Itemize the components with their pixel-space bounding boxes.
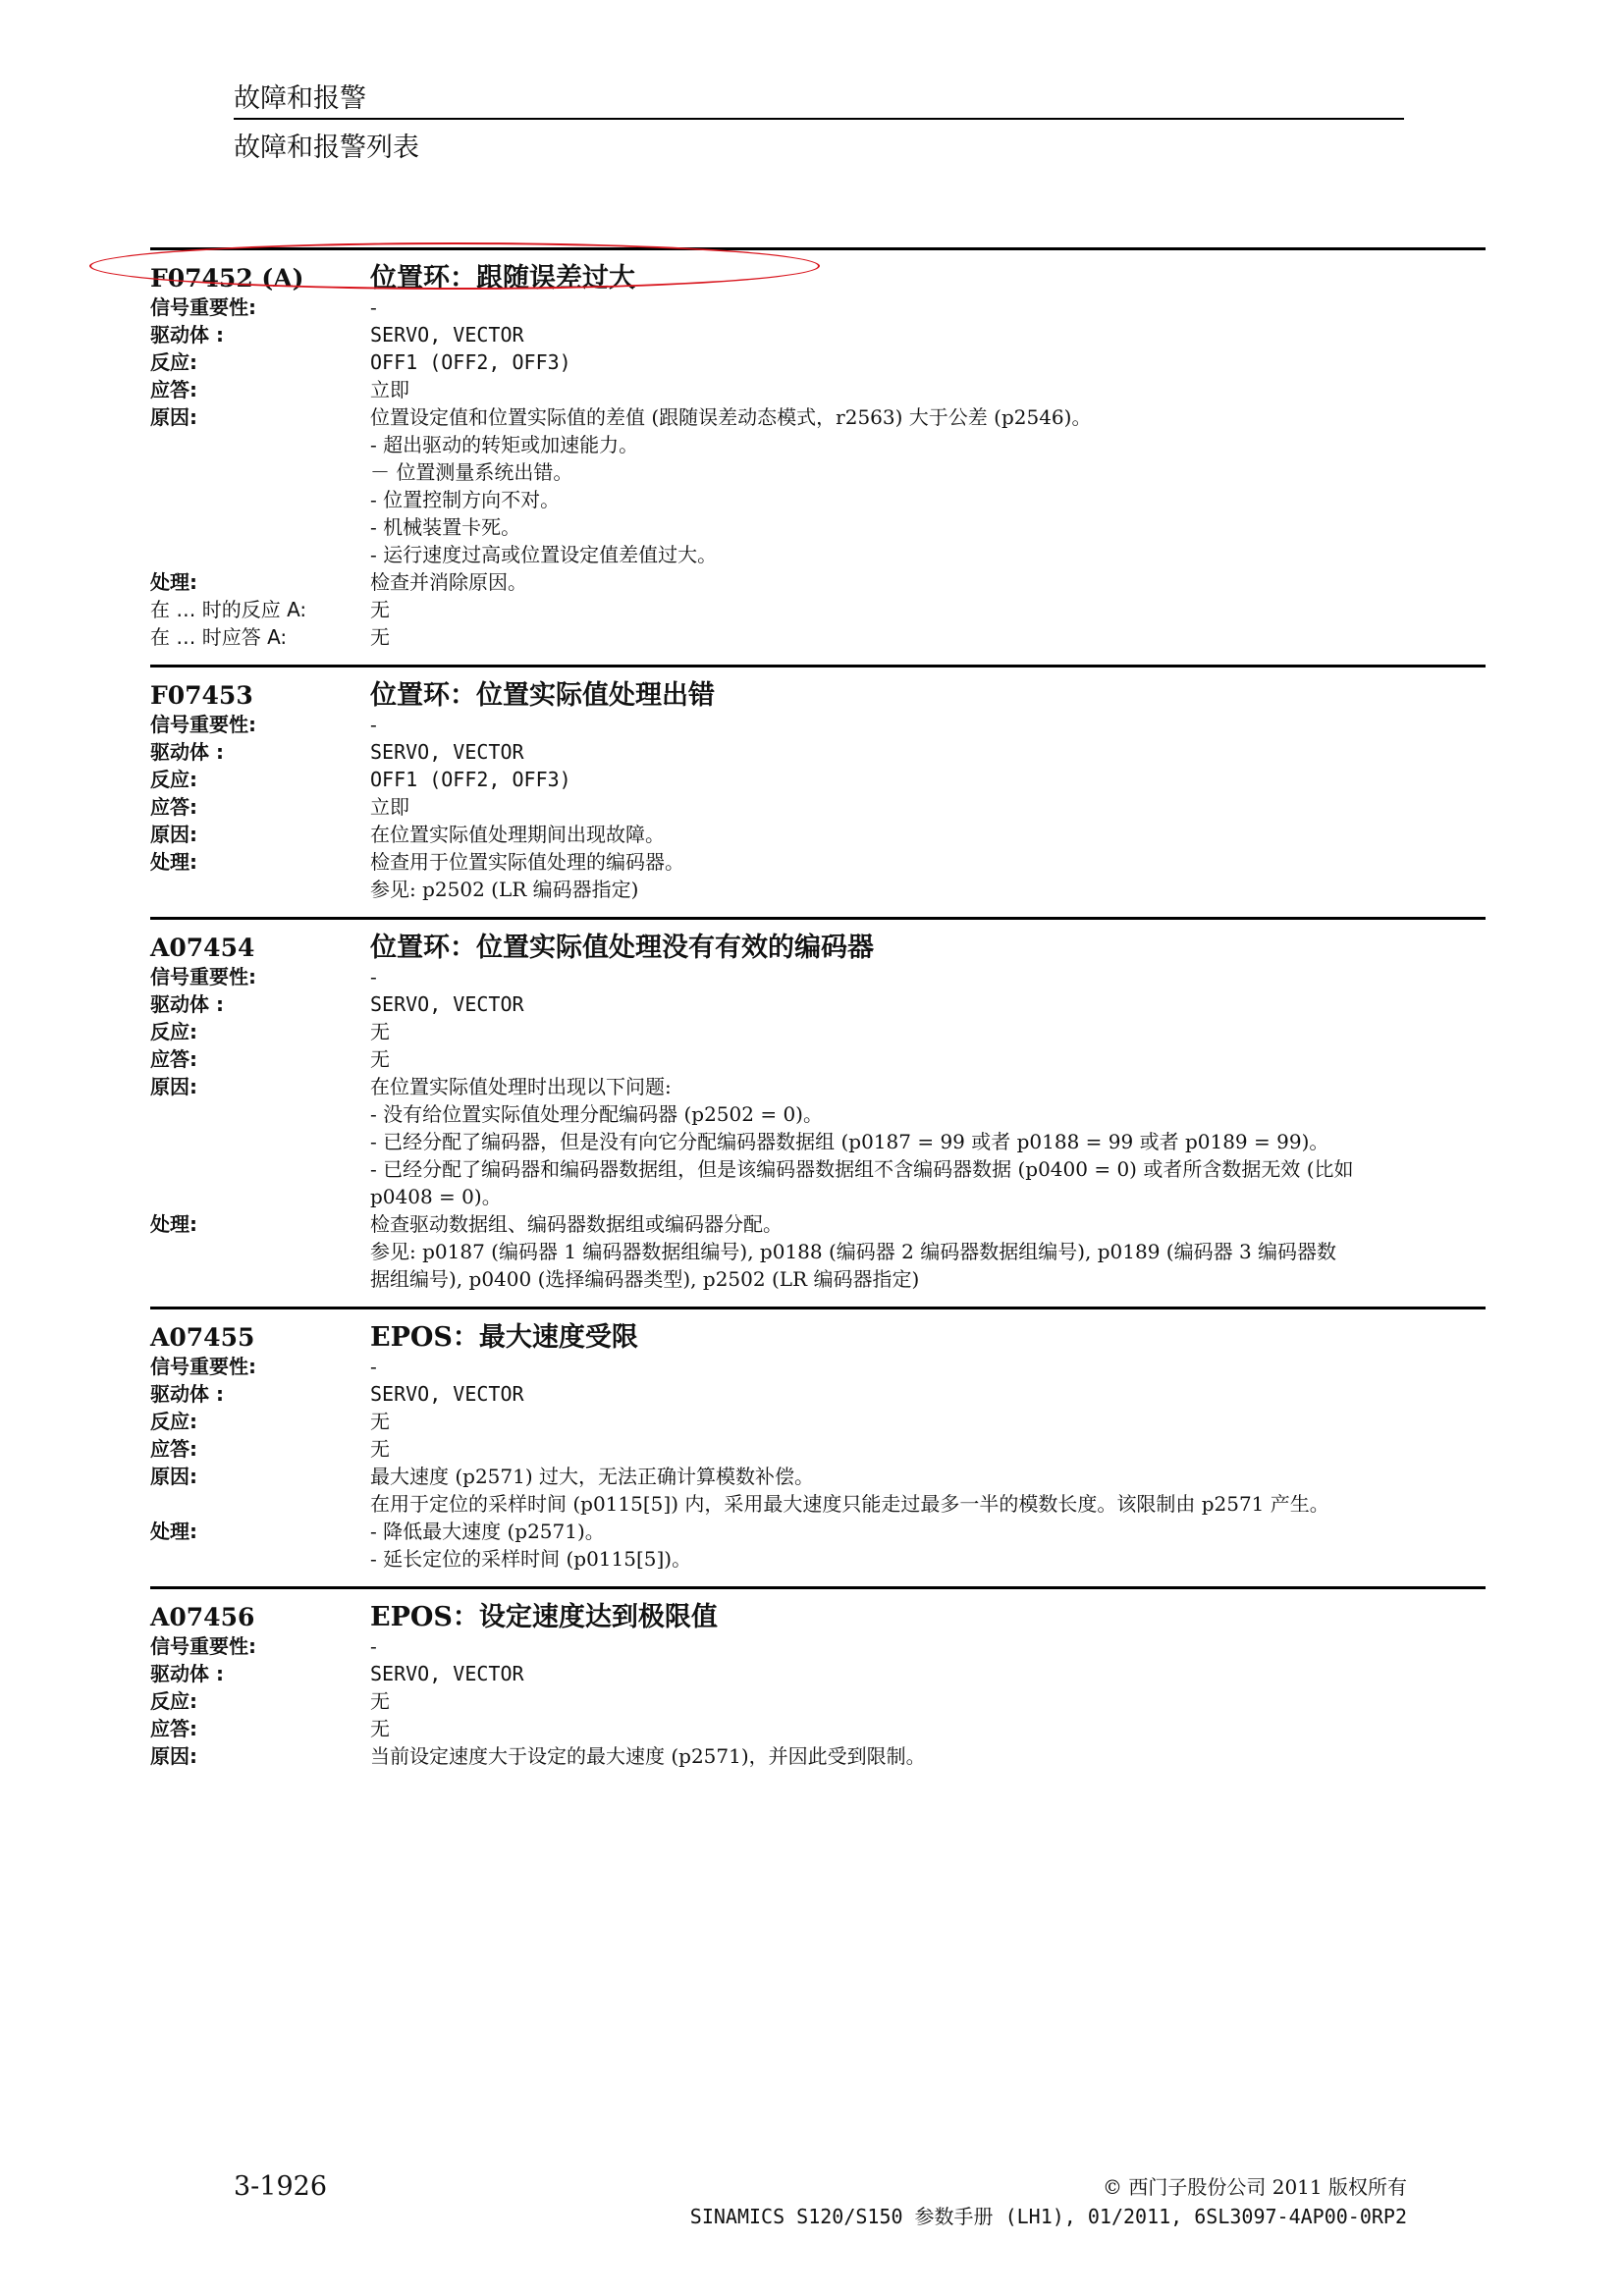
value-ack-a: 无 [370,625,390,649]
label-ack: 应答: [150,1717,197,1740]
page-number: 3-1926 [234,2171,328,2202]
value-drive: SERVO, VECTOR [370,992,524,1016]
footer-info [690,2172,1407,2231]
label-reaction: 反应: [150,768,197,791]
value-ack: 无 [370,1437,390,1461]
value-signal: - [370,965,377,988]
value-cause [370,403,1486,568]
label-cause: 原因: [150,1744,197,1768]
label-ack: 应答: [150,378,197,401]
label-drive: 驱动体 : [150,1382,224,1406]
value-signal: - [370,1634,377,1658]
label-signal: 信号重要性: [150,295,256,319]
label-reaction-a: 在 … 时的反应 A: [150,598,307,621]
label-remedy: 处理: [150,1212,197,1236]
fault-entry [150,247,1486,651]
remedy-line: 据组编号), p0400 (选择编码器类型), p2502 (LR 编码器指定) [370,1267,920,1291]
label-ack: 应答: [150,1047,197,1071]
cause-line: 最大速度 (p2571) 过大，无法正确计算模数补偿。 [370,1465,815,1488]
value-reaction-a: 无 [370,598,390,621]
cause-line: - 位置控制方向不对。 [370,488,561,511]
label-ack: 应答: [150,1437,197,1461]
label-drive: 驱动体 : [150,1662,224,1685]
label-reaction: 反应: [150,1410,197,1433]
cause-line: - 已经分配了编码器，但是没有向它分配编码器数据组 (p0187 = 99 或者 p0188 = 99 或者 p0189 = 99)。 [370,1130,1329,1153]
cause-line: － 位置测量系统出错。 [370,460,573,484]
value-reaction: 无 [370,1689,390,1713]
fault-entry [150,917,1486,1293]
label-cause: 原因: [150,1075,197,1098]
value-reaction: OFF1 (OFF2, OFF3) [370,350,571,374]
copyright-text: © 西门子股份公司 2011 版权所有 [1103,2175,1407,2199]
value-ack: 无 [370,1717,390,1740]
cause-line: p0408 = 0)。 [370,1185,502,1208]
label-remedy: 处理: [150,570,197,594]
value-reaction: 无 [370,1020,390,1043]
value-cause [370,821,1486,848]
fault-entry [150,665,1486,903]
fault-code: F07453 [150,681,253,710]
label-signal: 信号重要性: [150,1634,256,1658]
fault-entry [150,1586,1486,1770]
value-ack: 立即 [370,795,409,819]
cause-line: 在位置实际值处理时出现以下问题: [370,1075,672,1098]
value-reaction: OFF1 (OFF2, OFF3) [370,768,571,791]
value-drive: SERVO, VECTOR [370,740,524,764]
fault-entry [150,1307,1486,1573]
value-cause [370,1463,1486,1518]
cause-line: - 超出驱动的转矩或加速能力。 [370,433,639,456]
header-rule [234,118,1404,120]
value-cause [370,1742,1486,1770]
value-signal: - [370,713,377,736]
cause-line: 在位置实际值处理期间出现故障。 [370,823,665,846]
remedy-line: 检查驱动数据组、编码器数据组或编码器分配。 [370,1212,783,1236]
fault-title: EPOS：设定速度达到极限值 [370,1602,718,1632]
label-remedy: 处理: [150,1520,197,1543]
fault-code: A07454 [150,934,255,962]
value-ack: 立即 [370,378,409,401]
fault-code: F07452 (A) [150,264,304,293]
cause-line: - 机械装置卡死。 [370,515,521,539]
cause-line: 在用于定位的采样时间 (p0115[5]) 内，采用最大速度只能走过最多一半的模数长度。该限制由 p2571 产生。 [370,1492,1329,1516]
fault-list [150,247,1486,1784]
fault-code: A07456 [150,1603,255,1631]
value-signal: - [370,1355,377,1378]
value-remedy [370,568,1486,596]
label-drive: 驱动体 : [150,740,224,764]
value-drive: SERVO, VECTOR [370,1382,524,1406]
cause-line: - 没有给位置实际值处理分配编码器 (p2502 = 0)。 [370,1102,823,1126]
value-drive: SERVO, VECTOR [370,323,524,347]
header-title: 故障和报警 [234,83,366,114]
remedy-line: 检查并消除原因。 [370,570,527,594]
fault-title: 位置环：位置实际值处理出错 [370,680,715,711]
label-cause: 原因: [150,823,197,846]
remedy-line: 参见: p0187 (编码器 1 编码器数据组编号), p0188 (编码器 2 编码器数据组编号), p0189 (编码器 3 编码器数 [370,1240,1337,1263]
label-remedy: 处理: [150,850,197,874]
fault-title: 位置环：跟随误差过大 [370,263,635,294]
label-cause: 原因: [150,1465,197,1488]
label-ack: 应答: [150,795,197,819]
label-drive: 驱动体 : [150,323,224,347]
value-drive: SERVO, VECTOR [370,1662,524,1685]
label-signal: 信号重要性: [150,965,256,988]
value-remedy [370,848,1486,903]
label-ack-a: 在 … 时应答 A: [150,625,288,649]
remedy-line: 参见: p2502 (LR 编码器指定) [370,878,639,901]
value-ack: 无 [370,1047,390,1071]
remedy-line: - 延长定位的采样时间 (p0115[5])。 [370,1547,692,1571]
cause-line: - 运行速度过高或位置设定值差值过大。 [370,543,718,566]
value-cause [370,1073,1486,1210]
label-cause: 原因: [150,405,197,429]
remedy-line: - 降低最大速度 (p2571)。 [370,1520,605,1543]
label-drive: 驱动体 : [150,992,224,1016]
cause-line: - 已经分配了编码器和编码器数据组，但是该编码器数据组不含编码器数据 (p0400 = 0) 或者所含数据无效 (比如 [370,1157,1354,1181]
header-subtitle: 故障和报警列表 [234,133,419,163]
label-reaction: 反应: [150,1689,197,1713]
label-signal: 信号重要性: [150,713,256,736]
value-signal: - [370,295,377,319]
fault-title: 位置环：位置实际值处理没有有效的编码器 [370,933,874,963]
cause-line: 位置设定值和位置实际值的差值 (跟随误差动态模式，r2563) 大于公差 (p2546)。 [370,405,1092,429]
document-id: SINAMICS S120/S150 参数手册 (LH1), 01/2011, 6SL3097-4AP00-0RP2 [689,2205,1407,2228]
value-reaction: 无 [370,1410,390,1433]
fault-code: A07455 [150,1323,255,1352]
remedy-line: 检查用于位置实际值处理的编码器。 [370,850,684,874]
fault-title: EPOS：最大速度受限 [370,1322,638,1353]
value-remedy [370,1518,1486,1573]
label-signal: 信号重要性: [150,1355,256,1378]
cause-line: 当前设定速度大于设定的最大速度 (p2571)，并因此受到限制。 [370,1744,926,1768]
label-reaction: 反应: [150,1020,197,1043]
value-remedy [370,1210,1486,1293]
label-reaction: 反应: [150,350,197,374]
